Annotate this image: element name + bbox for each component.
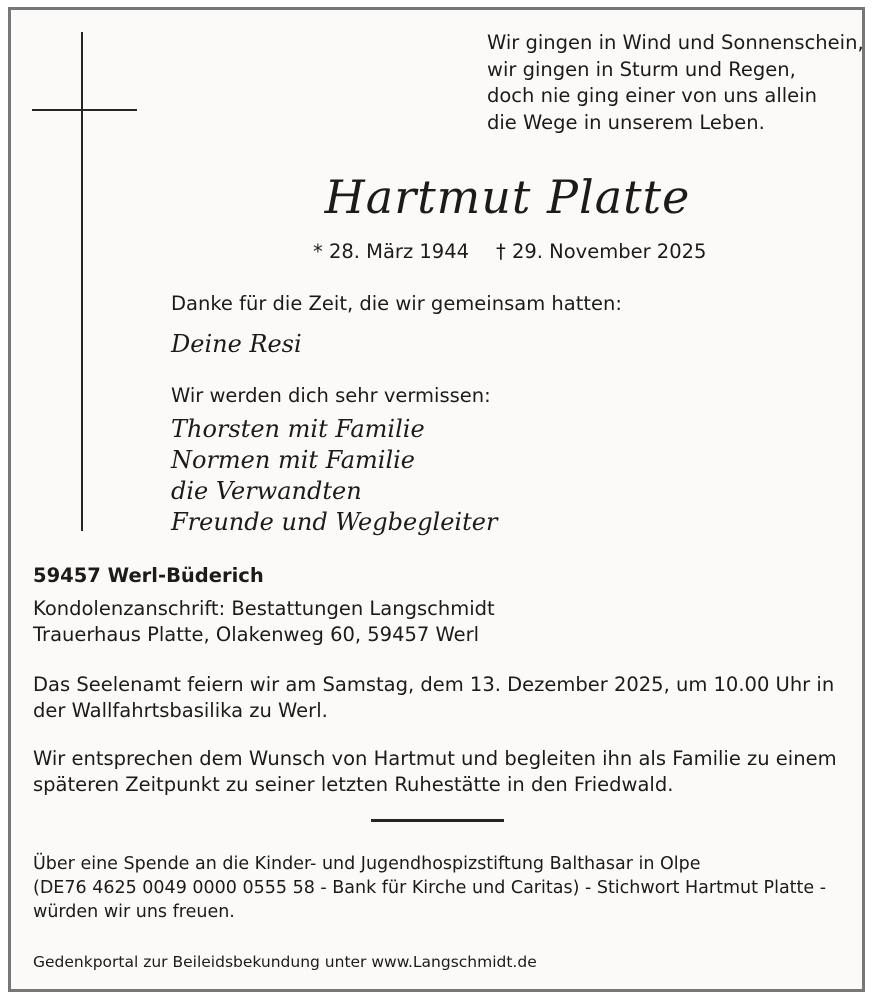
poem-line: doch nie ging einer von uns allein [487, 84, 817, 107]
donation-line: (DE76 4625 0049 0000 0555 58 - Bank für Kirche und Caritas) - Stichwort Hartmut Platte - [33, 878, 827, 898]
mourner: Freunde und Wegbegleiter [171, 508, 498, 536]
mourner: die Verwandten [171, 477, 362, 505]
service-line: Das Seelenamt feiern wir am Samstag, dem 13. Dezember 2025, um 10.00 Uhr in [33, 673, 835, 696]
deceased-name: Hartmut Platte [324, 170, 691, 224]
donation-info [33, 852, 826, 924]
mourner: Thorsten mit Familie [171, 415, 425, 443]
donation-line: Über eine Spende an die Kinder- und Jugendhospizstiftung Balthasar in Olpe [33, 854, 701, 874]
service-line: der Wallfahrtsbasilika zu Werl. [33, 699, 328, 722]
poem-line: die Wege in unserem Leben. [487, 110, 765, 134]
poem-line: wir gingen in Sturm und Regen, [487, 57, 796, 81]
address-line: Kondolenzanschrift: Bestattungen Langschmidt [33, 597, 495, 620]
place: 59457 Werl-Büderich [33, 564, 264, 587]
memorial-portal: Gedenkportal zur Beileidsbekundung unter www.Langschmidt.de [33, 953, 537, 971]
partner-signature: Deine Resi [171, 330, 302, 358]
burial-line: späteren Zeitpunkt zu seiner letzten Ruhestätte in den Friedwald. [33, 773, 674, 796]
condolence-address [33, 596, 848, 648]
poem-line: Wir gingen in Wind und Sonnenschein, [487, 31, 864, 54]
address-line: Trauerhaus Platte, Olakenweg 60, 59457 Werl [33, 623, 480, 646]
service-info [33, 672, 848, 724]
divider [371, 819, 504, 822]
thanks-line: Danke für die Zeit, die wir gemeinsam hatten: [171, 292, 622, 315]
donation-line: würden wir uns freuen. [33, 902, 235, 922]
cross-icon-crossbar [32, 109, 137, 111]
poem [487, 30, 864, 136]
birth-date: * 28. März 1944 [313, 240, 470, 263]
burial-info [33, 746, 848, 798]
mourner: Normen mit Familie [171, 446, 415, 474]
miss-line: Wir werden dich sehr vermissen: [171, 384, 491, 407]
burial-line: Wir entsprechen dem Wunsch von Hartmut und begleiten ihn als Familie zu einem [33, 747, 837, 770]
cross-icon [81, 32, 83, 531]
mourners-list [171, 414, 497, 538]
death-date: † 29. November 2025 [496, 240, 707, 263]
